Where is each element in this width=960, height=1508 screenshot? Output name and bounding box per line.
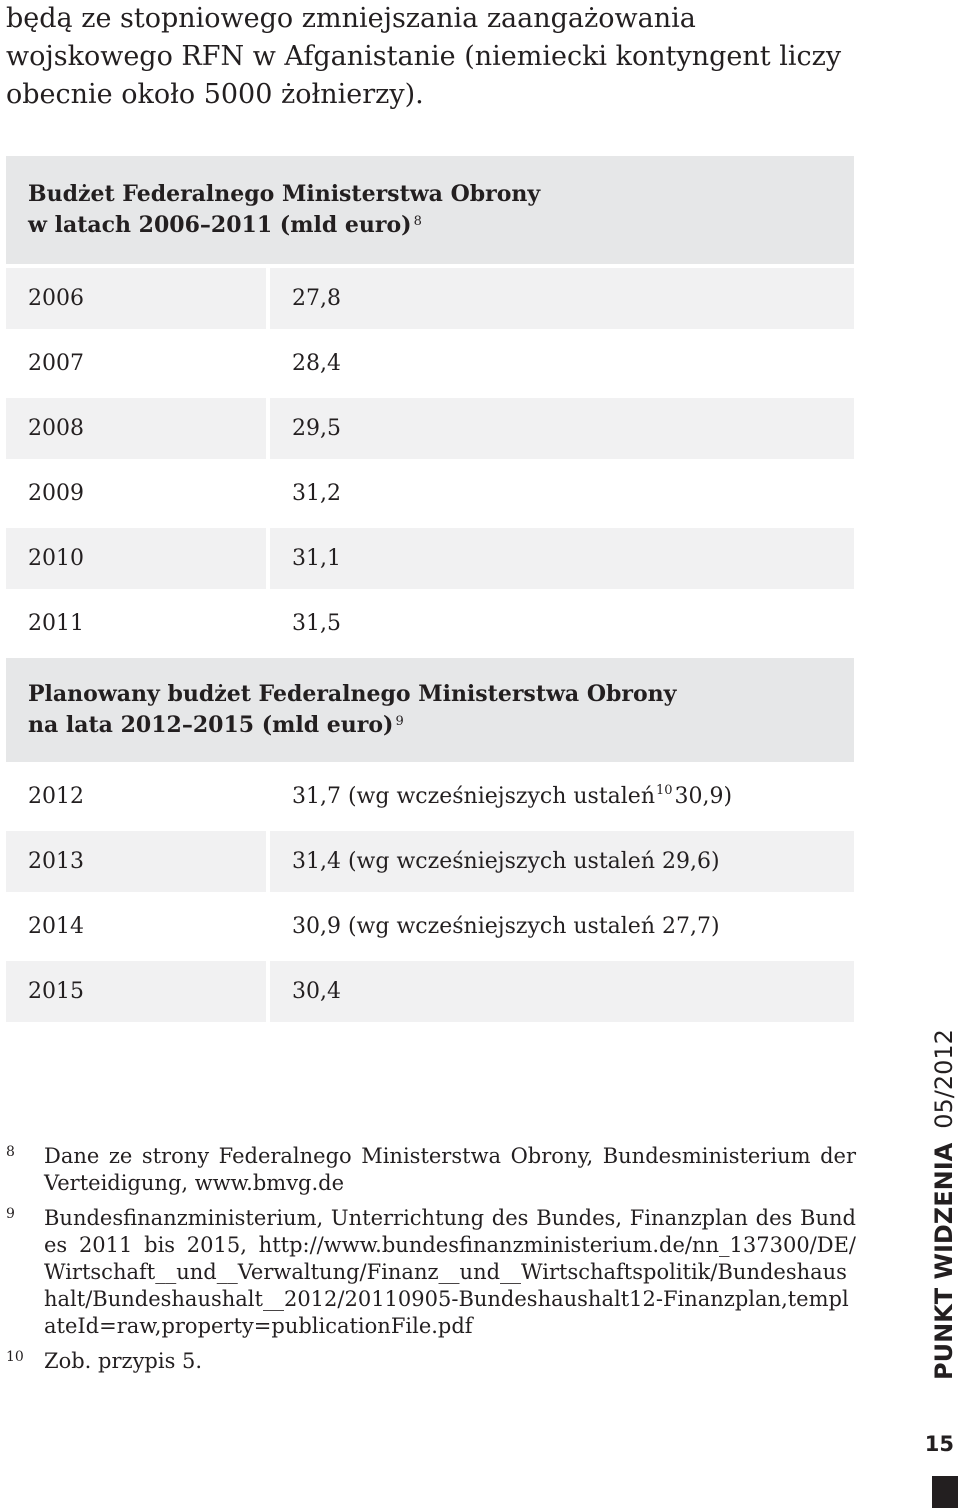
table2-footnote-ref: 9: [395, 714, 404, 729]
value-text: 31,7 (wg wcześniejszych ustaleń: [292, 784, 655, 809]
value-text-post: 30,9): [674, 784, 733, 809]
table1-title-line2: w latach 2006–2011 (mld euro): [28, 212, 412, 238]
value-cell: 31,2: [292, 481, 341, 506]
value-cell: 27,8: [270, 268, 854, 329]
value-cell: 29,5: [270, 398, 854, 459]
table1-header: [6, 156, 854, 264]
year-cell: 2006: [6, 268, 266, 329]
year-cell: 2011: [28, 611, 84, 636]
footnote-text: Zob. przypis 5.: [44, 1349, 203, 1373]
table-row: [6, 528, 854, 589]
publication-issue: 05/2012: [930, 1029, 958, 1129]
table-row: [6, 398, 854, 459]
page-number: 15: [924, 1432, 954, 1456]
table-row: [6, 268, 854, 329]
value-cell: 31,5: [292, 611, 341, 636]
year-cell: 2007: [28, 351, 84, 376]
footnote-ref: 10: [656, 783, 673, 798]
budget-table: [6, 156, 854, 1022]
table-row: [6, 463, 854, 524]
footnote-item: [6, 1143, 856, 1197]
year-cell: 2013: [6, 831, 266, 892]
table-row: [6, 593, 854, 654]
footnote-number: 9: [6, 1206, 15, 1222]
value-text: 30,9 (wg wcześniejszych ustaleń 27,7): [292, 914, 720, 939]
footnote-number: 10: [6, 1349, 24, 1365]
year-cell: 2008: [6, 398, 266, 459]
year-cell: 2015: [6, 961, 266, 1022]
footnote-item: [6, 1205, 856, 1340]
table-row: [6, 896, 854, 957]
value-cell: 28,4: [292, 351, 341, 376]
table1-footnote-ref: 8: [413, 214, 422, 229]
footnote-text: Bundesfinanzministerium, Unterrichtung des Bundes, Finanzplan des Bundes 2011 bis 2015, http://www.bundesfinanzministerium.de/nn_137300/DE/Wirtschaft__und__Verwaltung/Finanz__und__Wirtschaftspolitik/Bundeshaushalt/Bundeshaushalt__2012/20110905-Bundeshaushalt12-Finanzplan,templateId=raw,property=publicationFile.pdf: [44, 1206, 856, 1338]
value-cell: [270, 766, 854, 827]
intro-paragraph: będą ze stopniowego zmniejszania zaangażowania wojskowego RFN w Afganistanie (niemiecki kontyngent liczy obecnie około 5000 żołnierzy).: [6, 3, 842, 110]
year-cell: 2010: [6, 528, 266, 589]
value-cell: [270, 896, 854, 957]
value-text: 30,4: [292, 979, 341, 1004]
table-row: [6, 333, 854, 394]
table-row: [6, 961, 854, 1022]
table2-header: [6, 658, 854, 762]
value-cell: 31,1: [270, 528, 854, 589]
year-cell: 2012: [28, 784, 84, 809]
footnote-text: Dane ze strony Federalnego Ministerstwa Obrony, Bundesministerium der Verteidigung, www.bmvg.de: [44, 1144, 856, 1195]
publication-brand: PUNKT WIDZENIA: [930, 1142, 958, 1380]
table-row: [6, 831, 854, 892]
value-cell: [270, 961, 854, 1022]
footnote-number: 8: [6, 1144, 15, 1160]
year-cell: 2009: [28, 481, 84, 506]
footnotes: [6, 1143, 856, 1383]
value-text: 31,4 (wg wcześniejszych ustaleń 29,6): [292, 849, 720, 874]
table2-title-line1: Planowany budżet Federalnego Ministerstwa Obrony: [28, 681, 677, 707]
value-cell: [270, 831, 854, 892]
footnote-item: [6, 1348, 856, 1375]
table1-title-line1: Budżet Federalnego Ministerstwa Obrony: [28, 181, 541, 207]
year-cell: 2014: [28, 914, 84, 939]
table2-title-line2: na lata 2012–2015 (mld euro): [28, 712, 394, 738]
table-row: [6, 766, 854, 827]
page-marker-block: [932, 1476, 958, 1508]
